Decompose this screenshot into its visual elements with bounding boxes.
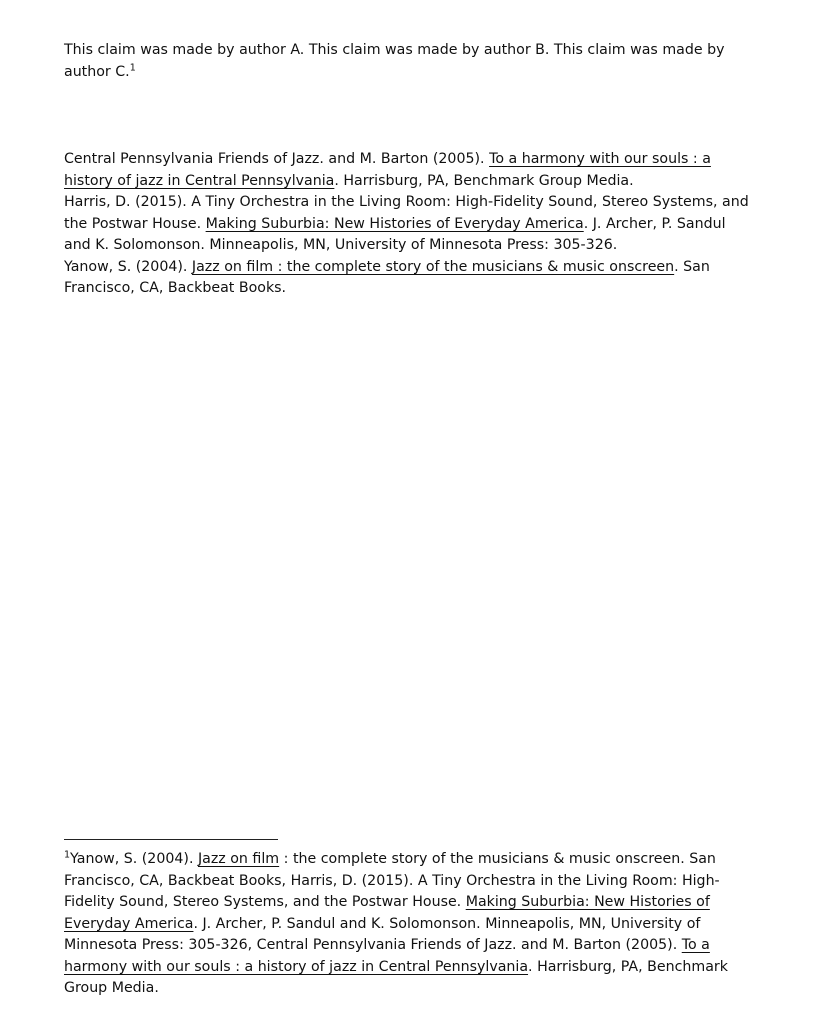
footnote-title: Jazz on film [197,851,280,867]
footnote-suffix: : the complete story of the musicians & music onscreen. San Francisco, CA, Backbeat Books, Harris, D. (2015). A Tiny Orchestra in the Living Room: High-Fidelity Sound, Stereo Systems, and the Postwar House. [64,851,720,910]
reference-suffix: . San Francisco, CA, Backbeat Books. [64,258,710,296]
footnote-marker[interactable]: 1 [129,61,136,73]
reference-title: Jazz on film : the complete story of the musicians & music onscreen [191,258,675,275]
reference-list [64,149,754,300]
reference-title: Making Suburbia: New Histories of Everyday America [205,215,584,232]
reference-entry [64,149,754,192]
claim-text: This claim was made by author A. This claim was made by author B. This claim was made by author C. [64,42,725,80]
footnote-paragraph [64,849,754,1000]
reference-suffix: . Harrisburg, PA, Benchmark Group Media. [334,172,634,189]
reference-prefix: Central Pennsylvania Friends of Jazz. and M. Barton (2005). [64,151,490,167]
footnote-prefix: Yanow, S. (2004). [70,851,198,867]
reference-entry [64,192,754,257]
reference-suffix: . J. Archer, P. Sandul and K. Solomonson. Minneapolis, MN, University of Minnesota Press: 305-326. [64,215,726,253]
reference-entry [64,257,754,300]
footnote-number: 1 [64,849,71,861]
reference-prefix: Harris, D. (2015). A Tiny Orchestra in the Living Room: High-Fidelity Sound, Stereo Systems, and the Postwar House. [64,194,749,232]
reference-title: To a harmony with our souls : a history of jazz in Central Pennsylvania [64,151,711,189]
footnote-separator [64,839,278,840]
reference-prefix: Yanow, S. (2004). [64,258,192,275]
footnote-suffix: . J. Archer, P. Sandul and K. Solomonson. Minneapolis, MN, University of Minnesota Press: 305-326, Central Pennsylvania Friends of Jazz. and M. Barton (2005). [64,915,701,953]
claim-paragraph [64,40,754,83]
footnote-title: To a harmony with our souls : a history of jazz in Central Pennsylvania [64,937,710,975]
footnote-suffix: . Harrisburg, PA, Benchmark Group Media. [64,958,728,996]
footnote-title: Making Suburbia: New Histories of Everyday America [64,894,710,932]
